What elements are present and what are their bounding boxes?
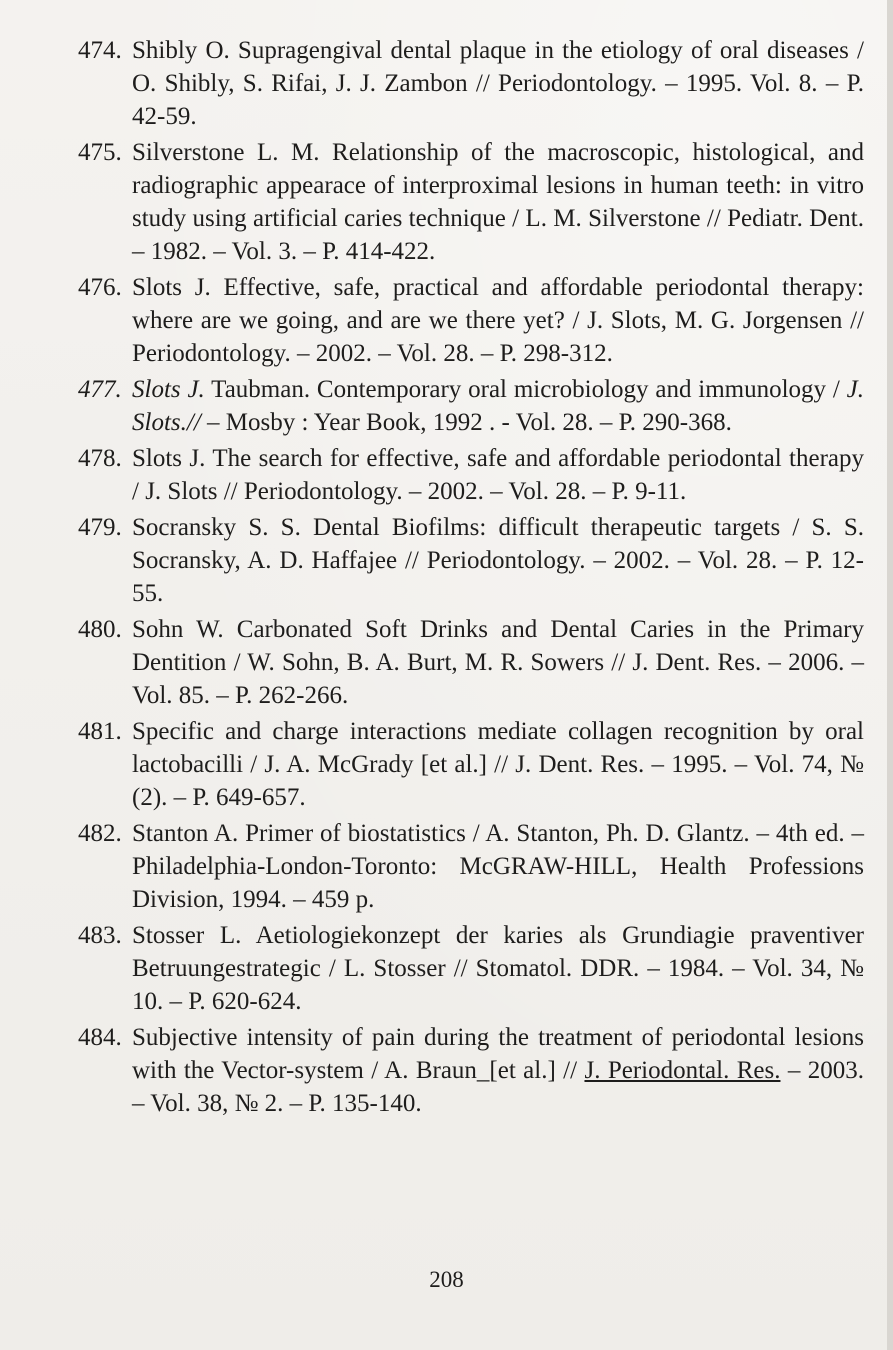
- reference-text: Specific and charge interactions mediate collagen recognition by oral lactobacilli / J. A. McGrady [et al.] // J. Dent. Res. – 1995. – Vol. 74, № (2). – P. 649-657.: [132, 718, 864, 811]
- reference-number: 480.: [78, 616, 122, 643]
- reference-number: 483.: [78, 922, 122, 949]
- page-number: 208: [429, 1267, 464, 1292]
- reference-text: – Mosby : Year Book, 1992 . - Vol. 28. – P. 290-368.: [200, 409, 732, 436]
- reference-number: 474.: [78, 37, 122, 64]
- reference-text: Sohn W. Carbonated Soft Drinks and Dental Caries in the Primary Dentition / W. Sohn, B. A. Burt, M. R. Sowers // J. Dent. Res. – 2006. – Vol. 85. – P. 262-266.: [132, 616, 864, 709]
- reference-number: 484.: [78, 1024, 122, 1051]
- reference-number: 478.: [78, 445, 122, 472]
- reference-number: 481.: [78, 718, 122, 745]
- reference-list: [78, 34, 864, 1123]
- reference-item-474: [78, 34, 864, 133]
- reference-item-476: [78, 271, 864, 370]
- reference-item-480: [78, 613, 864, 712]
- reference-author-italic: J. Slots.//: [132, 376, 864, 436]
- page-edge: [887, 0, 893, 1350]
- reference-item-482: [78, 817, 864, 916]
- reference-text: Subjective intensity of pain during the treatment of periodontal lesions with the Vector-system / A. Braun_[et al.] //: [132, 1024, 864, 1084]
- reference-number: 482.: [78, 820, 122, 847]
- reference-text: – 2003. – Vol. 38, № 2. – P. 135-140.: [132, 1057, 864, 1117]
- reference-number: 479.: [78, 514, 122, 541]
- reference-text: Stosser L. Aetiologiekonzept der karies als Grundiagie praventiver Betruungestrategic / L. Stosser // Stomatol. DDR. – 1984. – Vol. 34, № 10. – P. 620-624.: [132, 922, 864, 1015]
- reference-text: Shibly O. Supragengival dental plaque in the etiology of oral diseases / O. Shibly, S. Rifai, J. J. Zambon // Periodontology. – 1995. Vol. 8. – P. 42-59.: [132, 37, 864, 130]
- reference-text: Slots J. Effective, safe, practical and affordable periodontal therapy: where are we going, and are we there yet? / J. Slots, M. G. Jorgensen // Periodontology. – 2002. – Vol. 28. – P. 298-312.: [132, 274, 864, 367]
- reference-item-484: [78, 1021, 864, 1120]
- reference-item-483: [78, 919, 864, 1018]
- reference-number: 475.: [78, 139, 122, 166]
- reference-text: Socransky S. S. Dental Biofilms: difficult therapeutic targets / S. S. Socransky, A. D. Haffajee // Periodontology. – 2002. – Vol. 28. – P. 12-55.: [132, 514, 864, 607]
- reference-text: Slots J. The search for effective, safe and affordable periodontal therapy / J. Slots // Periodontology. – 2002. – Vol. 28. – P. 9-11.: [132, 445, 864, 505]
- reference-item-481: [78, 715, 864, 814]
- reference-text: Stanton A. Primer of biostatistics / A. Stanton, Ph. D. Glantz. – 4th ed. – Philadelphia-London-Toronto: McGRAW-HILL, Health Professions Division, 1994. – 459 p.: [132, 820, 864, 913]
- reference-item-475: [78, 136, 864, 268]
- reference-item-478: [78, 442, 864, 508]
- reference-author-italic: Slots J.: [132, 376, 205, 403]
- reference-item-479: [78, 511, 864, 610]
- reference-number: 476.: [78, 274, 122, 301]
- reference-text: Silverstone L. M. Relationship of the macroscopic, histological, and radiographic appearace of interproximal lesions in human teeth: in vitro study using artificial caries technique / L. M. Silverstone // Pediatr. Dent. – 1982. – Vol. 3. – P. 414-422.: [132, 139, 864, 265]
- reference-item-477: [78, 373, 864, 439]
- reference-number: 477.: [78, 376, 122, 403]
- reference-text: Taubman. Contemporary oral microbiology and immunology /: [204, 376, 847, 403]
- journal-name-underlined: J. Periodontal. Res.: [584, 1057, 781, 1084]
